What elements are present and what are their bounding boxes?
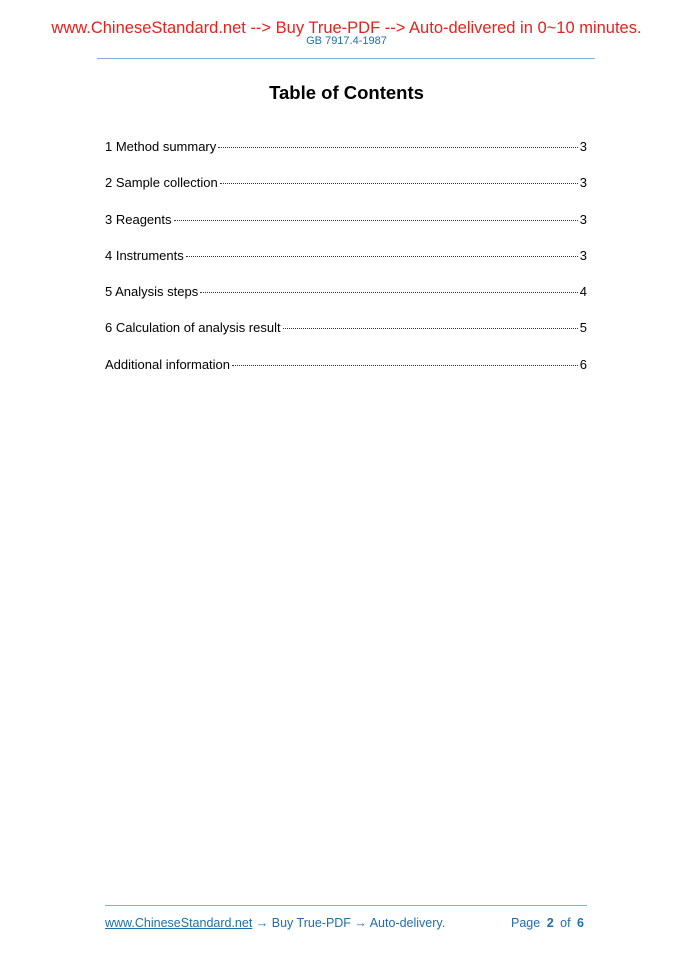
- dot-leader: [232, 365, 578, 366]
- dot-leader: [283, 328, 578, 329]
- toc-entry-label: 3 Reagents: [105, 211, 172, 227]
- toc-title: Table of Contents: [269, 82, 424, 103]
- toc-entry-page: 3: [579, 211, 587, 227]
- header-banner: www.ChineseStandard.net --> Buy True-PDF --> Auto-delivered in 0~10 minutes.: [51, 19, 642, 37]
- dot-leader: [220, 183, 578, 184]
- toc-entry-label: Additional information: [105, 356, 231, 372]
- page-word: Page: [511, 916, 541, 930]
- current-page-number: 2: [546, 916, 554, 930]
- toc-entry-page: 3: [579, 247, 587, 263]
- toc-entry-label: 1 Method summary: [105, 139, 217, 154]
- toc-entry[interactable]: [105, 356, 587, 392]
- toc-entry[interactable]: [105, 138, 587, 174]
- toc-entry[interactable]: [105, 319, 587, 355]
- toc-entry-label: 5 Analysis steps: [105, 284, 199, 300]
- footer-tagline: → Buy True-PDF → Auto-delivery.: [252, 916, 446, 930]
- dot-leader: [174, 220, 578, 221]
- toc-entry-label: 6 Calculation of analysis result: [105, 320, 281, 336]
- toc-list: [105, 138, 587, 392]
- toc-entry-page: 5: [579, 320, 587, 336]
- page-indicator: [511, 915, 584, 931]
- footer-promo: [105, 915, 445, 931]
- toc-entry[interactable]: [105, 283, 587, 319]
- toc-entry[interactable]: [105, 174, 587, 210]
- toc-entry[interactable]: [105, 211, 587, 247]
- header-divider: [97, 58, 595, 59]
- of-word: of: [560, 916, 571, 930]
- toc-entry-page: 3: [579, 139, 587, 154]
- footer-divider: [105, 905, 587, 906]
- document-code: GB 7917.4-1987: [306, 35, 387, 47]
- dot-leader: [200, 292, 578, 293]
- toc-entry[interactable]: [105, 247, 587, 283]
- dot-leader: [186, 256, 578, 257]
- toc-entry-page: 3: [579, 175, 587, 191]
- toc-entry-label: 2 Sample collection: [105, 175, 218, 191]
- dot-leader: [218, 147, 578, 148]
- total-page-number: 6: [577, 916, 584, 930]
- toc-entry-page: 6: [579, 356, 587, 372]
- toc-entry-label: 4 Instruments: [105, 247, 184, 263]
- toc-entry-page: 4: [579, 284, 587, 300]
- footer-site-link[interactable]: www.ChineseStandard.net: [105, 916, 253, 930]
